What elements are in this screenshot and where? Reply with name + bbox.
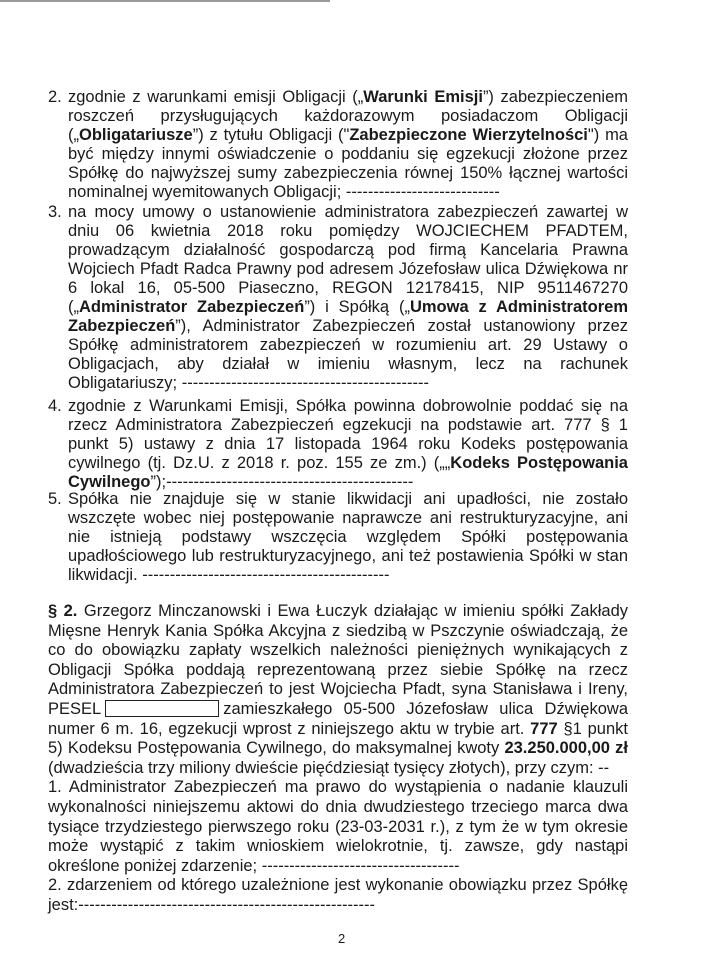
list-text: na mocy umowy o ustanowienie administratora zabezpieczeń zawartej w dniu 06 kwietnia 2018 roku pomiędzy WOJCIECHEM PFADTEM, prowadzącym działalność gospodarczą pod firmą Kancelaria Prawna Wojciech Pfadt Radca Prawny pod adresem Józefosław ulica Dźwiękowa nr 6 lokal 16, 05-500 Piaseczno, REGON 12178415, NIP 9511467270 („Administrator Zabezpieczeń”) i Spółką („Umowa z Administratorem Zabezpieczeń”), Administrator Zabezpieczeń został ustanowiony przez Spółkę administratorem zabezpieczeń w rozumieniu art. 29 Ustawy o Obligacjach, aby działał w imieniu własnym, lecz na rachunek Obligatariuszy; ---------------------------------------------	[68, 203, 628, 392]
list-item-2	[48, 88, 628, 202]
list-number: 4.	[48, 397, 62, 415]
pesel-redaction-box	[105, 700, 219, 717]
list-text: Spółka nie znajduje się w stanie likwidacji ani upadłości, nie zostało wszczęte wobec niej postępowanie naprawcze ani restrukturyzacyjne, ani nie istnieją podstawy wszczęcia względem Spółki postępowania upadłościowego lub restrukturyzacyjnego, ani też postawienia Spółki w stan likwidacji. ---------------------------------------------	[68, 490, 628, 584]
page-number: 2	[338, 931, 346, 946]
list-item-4	[48, 397, 628, 492]
section-2-subpoint-2: 2. zdarzeniem od którego uzależnione jest wykonanie obowiązku przez Spółkę jest:------------------------------------------------------	[48, 876, 628, 914]
section-2-subpoint-1: 1. Administrator Zabezpieczeń ma prawo do wystąpienia o nadanie klauzuli wykonalności niniejszemu aktowi do dnia dwudziestego trzeciego marca dwa tysiące trzydziestego pierwszego roku (23-03-2031 r.), z tym że w tym okresie może wystąpić z takim wnioskiem wielokrotnie, tj. zawsze, gdy nastąpi określone poniżej zdarzenie; ------------------------------------	[48, 778, 628, 875]
list-number: 2.	[48, 88, 62, 106]
section-2-main: § 2. Grzegorz Minczanowski i Ewa Łuczyk działając w imieniu spółki Zakłady Mięsne Henryk Kania Spółka Akcyjna z siedzibą w Pszczynie oświadczają, że co do obowiązku zapłaty wszelkich należności pieniężnych wynikających z Obligacji Spółka poddają reprezentowaną przez siebie Spółkę na rzecz Administratora Zabezpieczeń to jest Wojciecha Pfadt, syna Stanisława i Ireny, PESEL zamieszkałego 05-500 Józefosław ulica Dźwiękowa numer 6 m. 16, egzekucji wprost z niniejszego aktu w trybie art. 777 §1 punkt 5) Kodeksu Postępowania Cywilnego, do maksymalnej kwoty 23.250.000,00 zł (dwadzieścia trzy miliony dwieście pięćdziesiąt tysięcy złotych), przy czym: --	[48, 602, 629, 777]
list-item-5	[48, 490, 628, 585]
top-rule	[0, 0, 330, 2]
list-item-3	[48, 203, 628, 393]
list-text: zgodnie z Warunkami Emisji, Spółka powinna dobrowolnie poddać się na rzecz Administratora Zabezpieczeń egzekucji na podstawie art. 777 § 1 punkt 5) ustawy z dnia 17 listopada 1964 roku Kodeks postępowania cywilnego (tj. Dz.U. z 2018 r. poz. 155 ze zm.) („„Kodeks Postępowania Cywilnego”);---------------------------------------------	[68, 397, 628, 491]
list-number: 3.	[48, 203, 62, 221]
section-marker: § 2.	[48, 602, 78, 620]
section-2-paragraph	[48, 602, 628, 916]
list-number: 5.	[48, 490, 62, 508]
list-text: zgodnie z warunkami emisji Obligacji („Warunki Emisji”) zabezpieczeniem roszczeń przysługujących każdorazowym posiadaczom Obligacji („Obligatariusze”) z tytułu Obligacji ("Zabezpieczone Wierzytelności") ma być między innymi oświadczenie o poddaniu się egzekucji złożone przez Spółkę do najwyższej sumy zabezpieczenia równej 150% łącznej wartości nominalnej wyemitowanych Obligacji; ----------------------------	[68, 88, 629, 201]
